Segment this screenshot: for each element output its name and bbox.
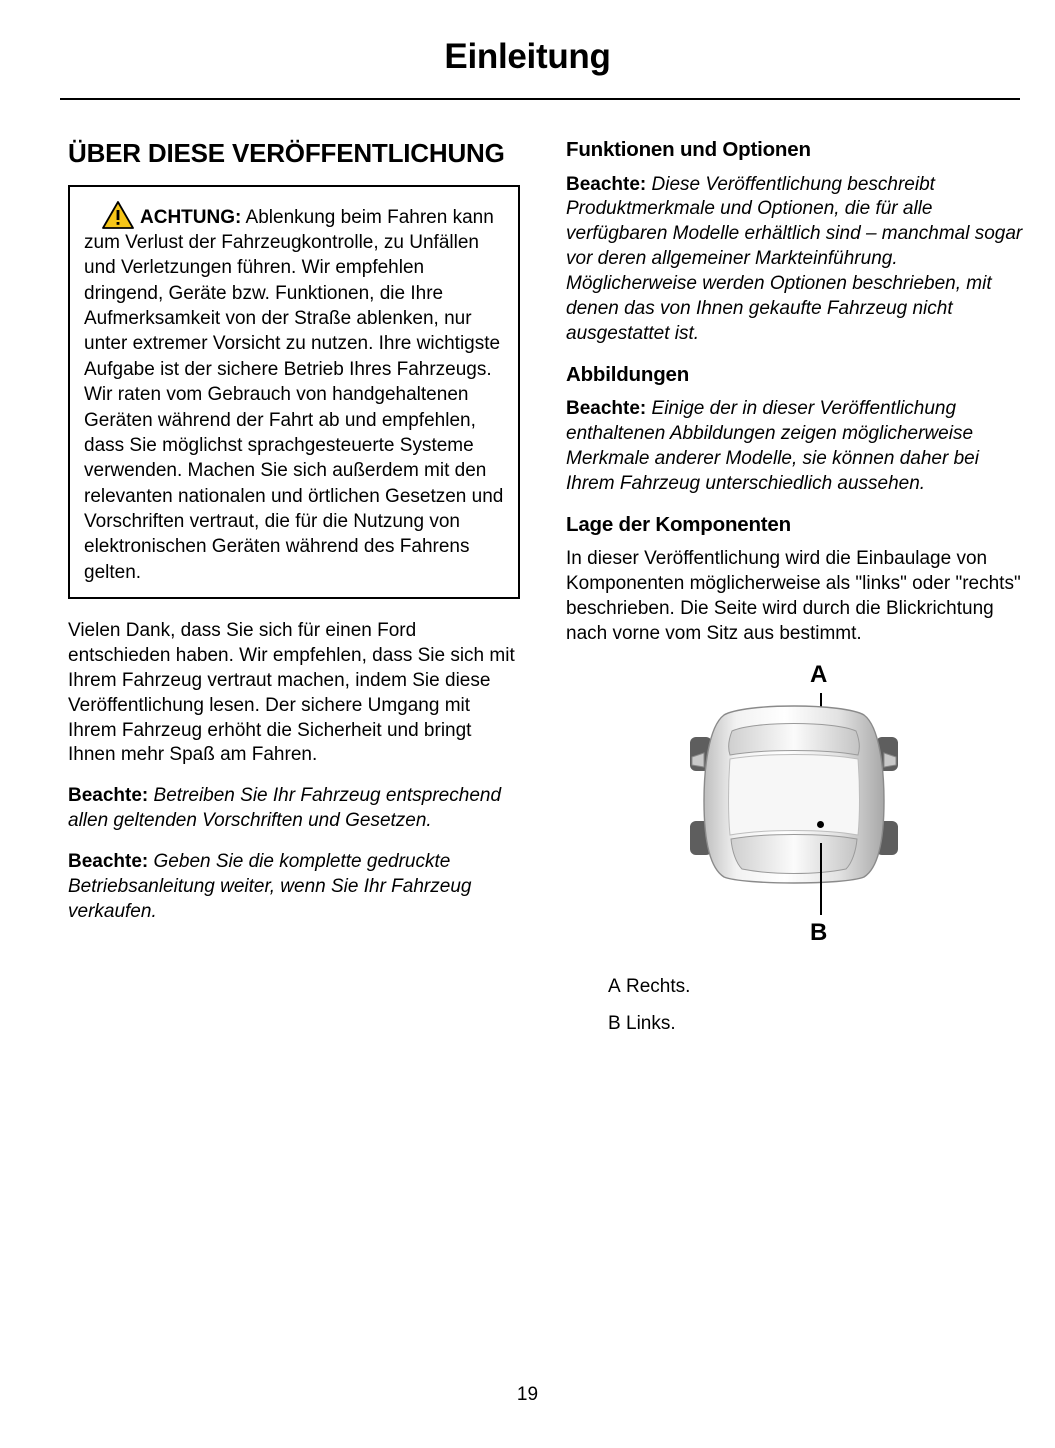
section-title-component-location: Lage der Komponenten <box>566 512 791 536</box>
intro-paragraph: Vielen Dank, dass Sie sich für einen Ford entschieden haben. Wir empfehlen, dass Sie sich mit Ihrem Fahrzeug vertraut machen, indem Sie diese Veröffentlichung lesen. Der sichere Umgang mit Ihrem Fahrzeug erhöht die Sicherheit und bringt Ihnen mehr Spaß am Fahren. <box>68 620 515 766</box>
note-label: Beachte: <box>566 173 647 195</box>
note-functions-options <box>566 173 1024 347</box>
figure-label-a: A <box>810 660 828 688</box>
note-label: Beachte: <box>68 785 149 807</box>
section-title-about-publication: ÜBER DIESE VERÖFFENTLICHUNG <box>68 138 505 168</box>
note-label: Beachte: <box>68 851 149 873</box>
header-divider <box>60 98 1020 100</box>
legend-key: B <box>608 1012 621 1034</box>
warning-body: Ablenkung beim Fahren kann zum Verlust der Fahrzeugkontrolle, zu Unfällen und Verletzungen führen. Wir empfehlen dringend, Geräte bzw. Funktionen, die Ihre Aufmerksamkeit von der Straße ablenken, nur unter extremer Vorsicht zu nutzen. Ihre wichtigste Aufgabe ist der sichere Betrieb Ihres Fahrzeugs. Wir raten vom Gebrauch von handgehaltenen Geräten während der Fahrt ab und empfehlen, dass Sie möglichst sprachgesteuerte Systeme verwenden. Machen Sie sich außerdem mit den relevanten nationalen und örtlichen Gesetzen und Vorschriften vertraut, die für die Nutzung von elektronischen Geräten während des Fahrens gelten. <box>84 206 504 583</box>
page-number: 19 <box>516 1384 539 1405</box>
section-title-functions-options: Funktionen und Optionen <box>566 138 811 161</box>
figure-point-b <box>817 821 824 828</box>
warning-box <box>68 185 520 599</box>
left-column <box>68 138 520 941</box>
note-operate-vehicle <box>68 784 520 834</box>
vehicle-top-view-diagram <box>566 661 1024 961</box>
legend-item <box>566 1012 1024 1037</box>
section-title-illustrations: Abbildungen <box>566 362 690 386</box>
note-text: Diese Veröffentlichung beschreibt Produktmerkmale und Optionen, die für alle verfügbaren Modelle erhältlich sind – manchmal sogar vor deren allgemeiner Markteinführung. Möglicherweise werden Optionen beschrieben, mit denen das von Ihnen gekaufte Fahrzeug nicht ausgestattet ist. <box>566 173 1023 344</box>
note-illustrations <box>566 397 1024 497</box>
component-location-paragraph: In dieser Veröffentlichung wird die Einbaulage von Komponenten möglicherweise als "links" oder "rechts" beschrieben. Die Seite wird durch die Blickrichtung nach vorne vom Sitz aus bestimmt. <box>566 548 1021 645</box>
legend-value: Links. <box>626 1012 676 1034</box>
note-text: Geben Sie die komplette gedruckte Betriebsanleitung weiter, wenn Sie Ihr Fahrzeug verkaufen. <box>68 851 472 922</box>
warning-label: ACHTUNG: <box>140 206 242 228</box>
legend-value: Rechts. <box>626 975 691 997</box>
note-text: Einige der in dieser Veröffentlichung enthaltenen Abbildungen zeigen möglicherweise Merkmale anderer Modelle, sie können daher bei Ihrem Fahrzeug unterschiedlich aussehen. <box>566 398 979 494</box>
car-top-view-illustration <box>684 701 904 886</box>
right-column <box>566 138 1024 1048</box>
note-text: Betreiben Sie Ihr Fahrzeug entsprechend allen geltenden Vorschriften und Gesetzen. <box>68 785 502 832</box>
legend-item <box>566 975 1024 1000</box>
legend-key: A <box>608 975 621 997</box>
figure-label-b: B <box>810 918 828 946</box>
warning-triangle-icon <box>102 201 134 229</box>
page-title: Einleitung <box>444 37 611 76</box>
warning-text <box>84 201 504 585</box>
figure-leader-line-b <box>820 843 822 915</box>
note-label: Beachte: <box>566 398 647 420</box>
page-header <box>60 38 995 77</box>
note-pass-on-manual <box>68 850 520 925</box>
figure-legend <box>566 975 1024 1036</box>
